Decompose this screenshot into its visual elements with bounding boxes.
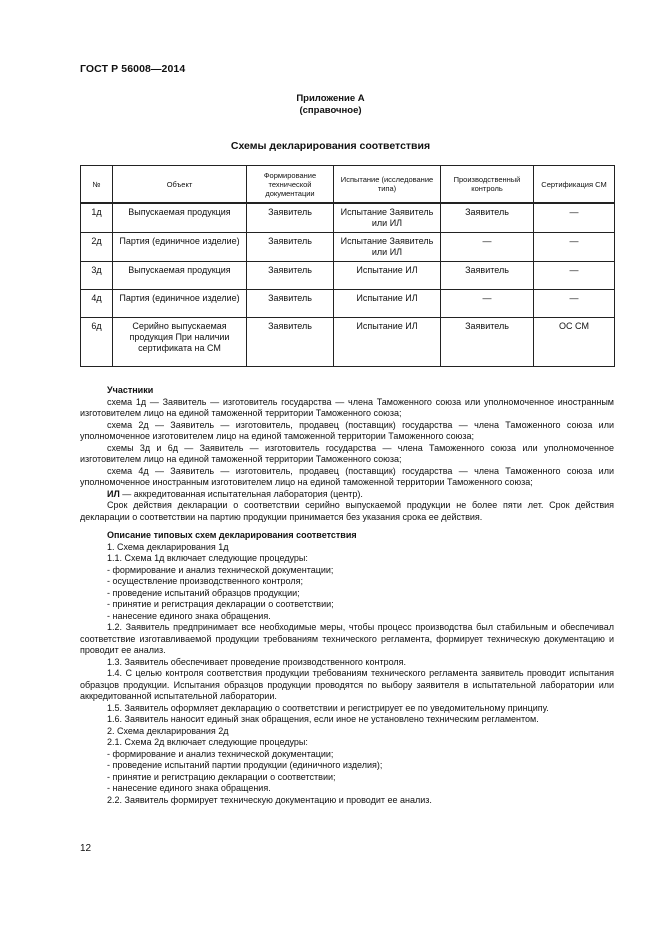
table-cell: Заявитель — [247, 318, 334, 367]
table-row — [81, 233, 615, 262]
table-cell: 1д — [81, 203, 113, 233]
annex-title: Приложение А — [296, 93, 365, 104]
description-line: - проведение испытаний образцов продукции; — [107, 587, 300, 598]
table-header-cell: Сертификация СМ — [534, 166, 615, 204]
body-text — [80, 385, 614, 806]
table-cell: Испытание ИЛ — [334, 290, 441, 318]
description-line: 1.1. Схема 1д включает следующие процедуры: — [107, 553, 308, 563]
il-abbreviation: ИЛ — [107, 488, 120, 499]
table-cell: Партия (единичное изделие) — [113, 233, 247, 262]
table-cell: — — [534, 262, 615, 290]
table-cell: — — [534, 233, 615, 262]
description-line: - нанесение единого знака обращения. — [107, 610, 271, 621]
table-header-cell: Производственный контроль — [441, 166, 534, 204]
il-definition: — аккредитованная испытательная лаборатория (центр). — [119, 488, 363, 499]
description-heading: Описание типовых схем декларирования соответствия — [107, 530, 357, 540]
participants-paragraph: схема 4д — Заявитель — изготовитель, продавец (поставщик) государства — члена Таможенного союза или уполномоченное иностранным изготовителем лицо на единой таможенной территории Таможенного союза; — [80, 465, 614, 487]
table-row — [81, 203, 615, 233]
table-cell: — — [441, 233, 534, 262]
table-row — [81, 318, 615, 367]
table-cell: 3д — [81, 262, 113, 290]
table-header-cell: № — [81, 166, 113, 204]
table-cell: Серийно выпускаемая продукция При наличии сертификата на СМ — [113, 318, 247, 367]
annex-subtitle: (справочное) — [299, 105, 362, 116]
description-line: - принятие и регистрацию декларации о соответствии; — [107, 771, 336, 782]
page-number: 12 — [80, 843, 92, 854]
description-line: - нанесение единого знака обращения. — [107, 783, 271, 793]
description-line: 2.2. Заявитель формирует техническую документацию и проводит ее анализ. — [107, 794, 432, 805]
schemes-title: Схемы декларирования соответствия — [230, 140, 431, 152]
description-line: - проведение испытаний партии продукции (единичного изделия); — [107, 760, 383, 770]
table-cell: Испытание ИЛ — [334, 262, 441, 290]
table-cell: Заявитель — [247, 262, 334, 290]
participants-paragraph-il — [80, 489, 614, 501]
table-cell: — — [534, 203, 615, 233]
table-cell: Заявитель — [441, 203, 534, 233]
description-line: - осуществление производственного контроля; — [107, 576, 303, 586]
table-cell: Испытание Заявитель или ИЛ — [334, 233, 441, 262]
description-line: - формирование и анализ технической документации; — [107, 564, 334, 575]
table-cell: Заявитель — [441, 262, 534, 290]
table-cell: ОС СМ — [534, 318, 615, 367]
table-cell: Заявитель — [247, 233, 334, 262]
table-header-cell: Формирование технической документации — [247, 166, 334, 204]
table-header-cell: Испытание (исследование типа) — [334, 166, 441, 204]
table-cell: Испытание ИЛ — [334, 318, 441, 367]
description-line: 1.2. Заявитель предпринимает все необходимые меры, чтобы процесс производства был стабильным и обеспечивал соответствие изготавливаемой продукции требованиям технического регламента, формирует техническую документацию и проводит ее анализ. — [80, 622, 614, 655]
description-line: 2.1. Схема 2д включает следующие процедуры: — [107, 737, 308, 747]
description-line: 1.4. С целью контроля соответствия продукции требованиям технического регламента заявитель проводит испытания образцов продукции. Испытания образцов продукции проводятся по выбору заявителя в испытательной лаборатории или аккредитованной испытательной лаборатории. — [80, 668, 614, 701]
table-cell: 4д — [81, 290, 113, 318]
table-cell: Испытание Заявитель или ИЛ — [334, 203, 441, 233]
table-cell: 6д — [81, 318, 113, 367]
table-header-row — [81, 166, 615, 204]
validity-paragraph: Срок действия декларации о соответствии серийно выпускаемой продукции не более пяти лет. Срок действия декларации о соответствии на партию продукции принимается без указания срока ее действия. — [80, 500, 614, 522]
description-line: - формирование и анализ технической документации; — [107, 748, 334, 759]
table-cell: Выпускаемая продукция — [113, 203, 247, 233]
table-header-cell: Объект — [113, 166, 247, 204]
description-line: 1.5. Заявитель оформляет декларацию о соответствии и регистрирует ее по уведомительному принципу. — [107, 702, 549, 713]
table-cell: Заявитель — [441, 318, 534, 367]
description-line: - принятие и регистрация декларации о соответствии; — [107, 599, 334, 609]
description-line: 1.3. Заявитель обеспечивает проведение производственного контроля. — [107, 656, 407, 667]
table-cell: — — [534, 290, 615, 318]
description-line: 1.6. Заявитель наносит единый знак обращения, если иное не установлено техническим регламентом. — [107, 714, 539, 724]
table-cell: Партия (единичное изделие) — [113, 290, 247, 318]
declaration-schemes-table — [80, 165, 615, 367]
table-row — [81, 262, 615, 290]
description-line: 1. Схема декларирования 1д — [107, 541, 229, 552]
document-code-header: ГОСТ Р 56008—2014 — [80, 63, 186, 75]
participants-paragraph: схемы 3д и 6д — Заявитель — изготовитель государства — члена Таможенного союза или уполномоченное изготовителем лицо на единой таможенной территории Таможенного союза; — [80, 442, 614, 464]
participants-paragraph: схема 1д — Заявитель — изготовитель государства — члена Таможенного союза или уполномоченное иностранным изготовителем лицо на единой таможенной территории Таможенного союза; — [80, 396, 614, 418]
table-cell: Заявитель — [247, 203, 334, 233]
table-row — [81, 290, 615, 318]
participants-heading: Участники — [107, 385, 154, 395]
table-cell: 2д — [81, 233, 113, 262]
table-cell: Выпускаемая продукция — [113, 262, 247, 290]
description-line: 2. Схема декларирования 2д — [107, 725, 229, 736]
table-cell: Заявитель — [247, 290, 334, 318]
participants-paragraph: схема 2д — Заявитель — изготовитель, продавец (поставщик) государства — члена Таможенного союза или уполномоченное изготовителем лицо на единой таможенной территории Таможенного союза; — [80, 419, 614, 441]
table-cell: — — [441, 290, 534, 318]
